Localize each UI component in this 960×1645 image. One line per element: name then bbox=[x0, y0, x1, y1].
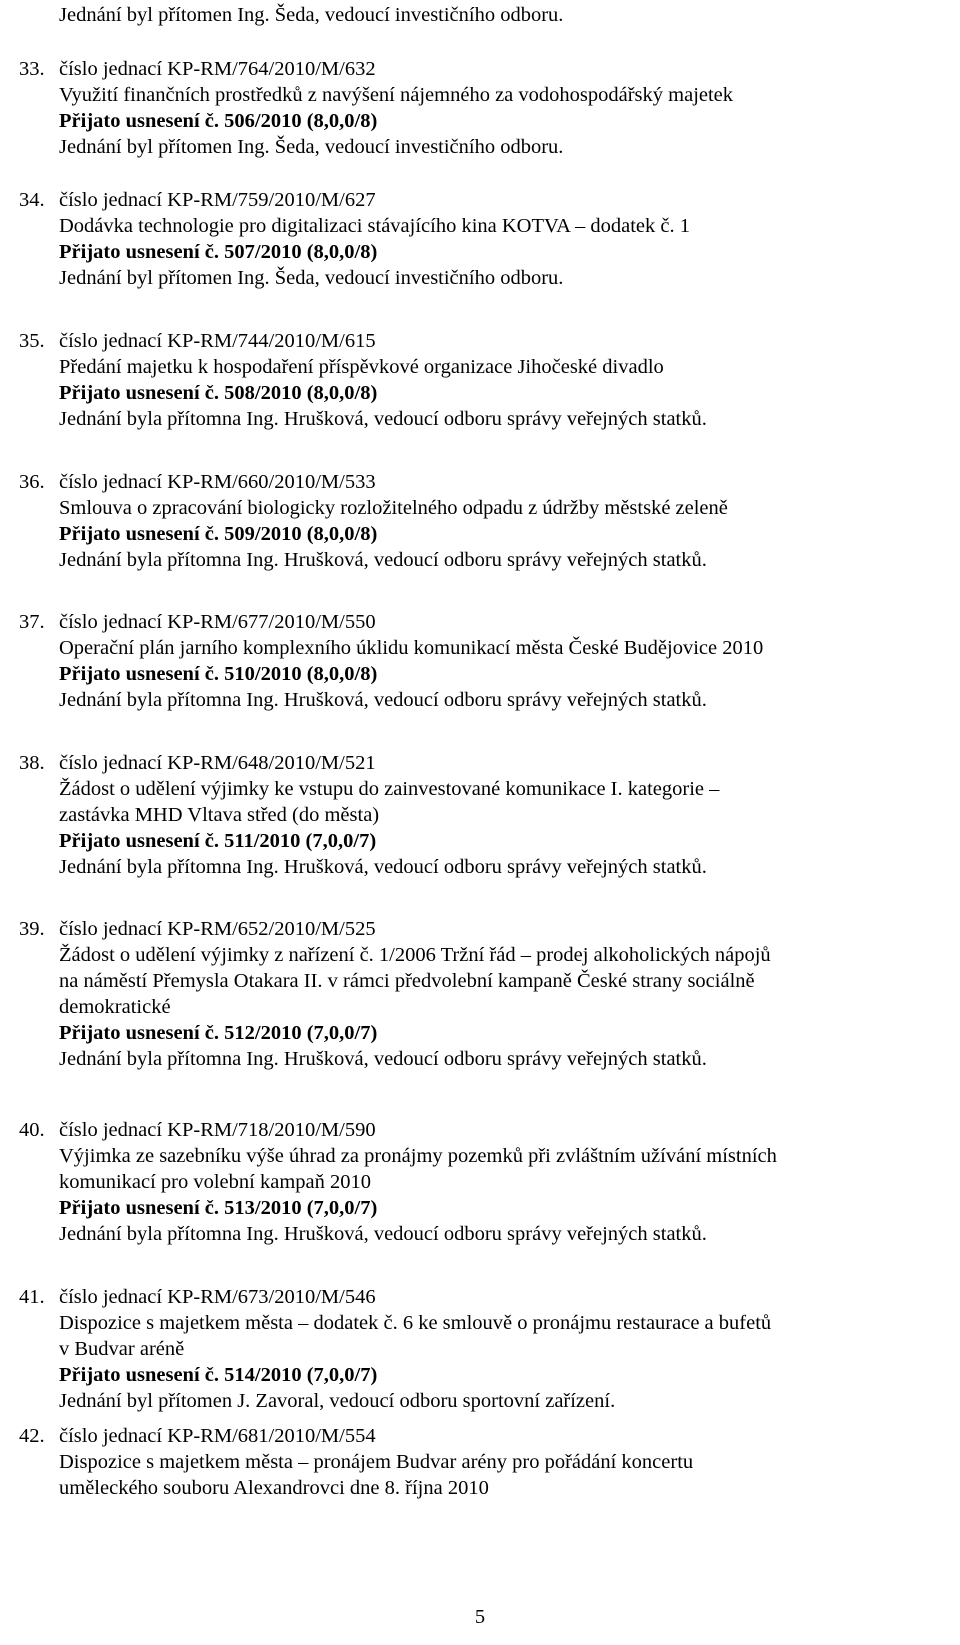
item-number: 41. bbox=[19, 1286, 45, 1308]
item-body bbox=[59, 469, 959, 573]
item-reference: číslo jednací KP-RM/652/2010/M/525 bbox=[59, 918, 376, 940]
item-reference: číslo jednací KP-RM/677/2010/M/550 bbox=[59, 611, 376, 633]
page-number: 5 bbox=[474, 1606, 486, 1628]
item-number: 33. bbox=[19, 58, 45, 80]
item-title-line: v Budvar aréně bbox=[59, 1338, 185, 1360]
item-number: 38. bbox=[19, 752, 45, 774]
item-body bbox=[59, 609, 959, 713]
item-body bbox=[59, 1284, 959, 1414]
item-body bbox=[59, 916, 959, 1072]
item-attendance: Jednání byla přítomna Ing. Hrušková, vedoucí odboru správy veřejných statků. bbox=[59, 1048, 707, 1070]
item-resolution: Přijato usnesení č. 513/2010 (7,0,0/7) bbox=[59, 1197, 378, 1219]
item-title-line: Žádost o udělení výjimky z nařízení č. 1/2006 Tržní řád – prodej alkoholických nápojů bbox=[59, 944, 771, 966]
item-resolution: Přijato usnesení č. 507/2010 (8,0,0/8) bbox=[59, 241, 378, 263]
item-attendance: Jednání byla přítomna Ing. Hrušková, vedoucí odboru správy veřejných statků. bbox=[59, 408, 707, 430]
item-attendance: Jednání byla přítomna Ing. Hrušková, vedoucí odboru správy veřejných statků. bbox=[59, 549, 707, 571]
item-reference: číslo jednací KP-RM/681/2010/M/554 bbox=[59, 1425, 376, 1447]
item-resolution: Přijato usnesení č. 514/2010 (7,0,0/7) bbox=[59, 1364, 378, 1386]
item-body bbox=[59, 1117, 959, 1247]
item-number: 35. bbox=[19, 330, 45, 352]
item-number: 39. bbox=[19, 918, 45, 940]
item-title-line: Předání majetku k hospodaření příspěvkové organizace Jihočeské divadlo bbox=[59, 356, 664, 378]
item-title-line: Smlouva o zpracování biologicky rozložitelného odpadu z údržby městské zeleně bbox=[59, 497, 728, 519]
item-attendance: Jednání byl přítomen Ing. Šeda, vedoucí investičního odboru. bbox=[59, 267, 564, 289]
item-number: 36. bbox=[19, 471, 45, 493]
item-number: 42. bbox=[19, 1425, 45, 1447]
intro-attendance-line: Jednání byl přítomen Ing. Šeda, vedoucí investičního odboru. bbox=[59, 4, 564, 26]
item-attendance: Jednání byla přítomna Ing. Hrušková, vedoucí odboru správy veřejných statků. bbox=[59, 856, 707, 878]
item-reference: číslo jednací KP-RM/648/2010/M/521 bbox=[59, 752, 376, 774]
item-reference: číslo jednací KP-RM/759/2010/M/627 bbox=[59, 189, 376, 211]
item-title-line: Dispozice s majetkem města – pronájem Budvar arény pro pořádání koncertu bbox=[59, 1451, 694, 1473]
item-reference: číslo jednací KP-RM/764/2010/M/632 bbox=[59, 58, 376, 80]
item-reference: číslo jednací KP-RM/673/2010/M/546 bbox=[59, 1286, 376, 1308]
item-attendance: Jednání byl přítomen J. Zavoral, vedoucí odboru sportovní zařízení. bbox=[59, 1390, 616, 1412]
item-body bbox=[59, 1423, 959, 1501]
item-title-line: Žádost o udělení výjimky ke vstupu do zainvestované komunikace I. kategorie – bbox=[59, 778, 720, 800]
item-body bbox=[59, 56, 959, 160]
item-reference: číslo jednací KP-RM/718/2010/M/590 bbox=[59, 1119, 376, 1141]
item-number: 40. bbox=[19, 1119, 45, 1141]
item-title-line: na náměstí Přemysla Otakara II. v rámci předvolební kampaně České strany sociálně bbox=[59, 970, 755, 992]
item-resolution: Přijato usnesení č. 512/2010 (7,0,0/7) bbox=[59, 1022, 378, 1044]
item-title-line: Dispozice s majetkem města – dodatek č. 6 ke smlouvě o pronájmu restaurace a bufetů bbox=[59, 1312, 772, 1334]
item-reference: číslo jednací KP-RM/744/2010/M/615 bbox=[59, 330, 376, 352]
item-attendance: Jednání byla přítomna Ing. Hrušková, vedoucí odboru správy veřejných statků. bbox=[59, 689, 707, 711]
item-reference: číslo jednací KP-RM/660/2010/M/533 bbox=[59, 471, 376, 493]
item-attendance: Jednání byl přítomen Ing. Šeda, vedoucí investičního odboru. bbox=[59, 136, 564, 158]
item-resolution: Přijato usnesení č. 506/2010 (8,0,0/8) bbox=[59, 110, 378, 132]
item-title-line: Využití finančních prostředků z navýšení nájemného za vodohospodářský majetek bbox=[59, 84, 734, 106]
item-title-line: demokratické bbox=[59, 996, 171, 1018]
item-number: 34. bbox=[19, 189, 45, 211]
item-title-line: komunikací pro volební kampaň 2010 bbox=[59, 1171, 371, 1193]
item-title-line: zastávka MHD Vltava střed (do města) bbox=[59, 804, 380, 826]
item-body bbox=[59, 187, 959, 291]
item-title-line: Operační plán jarního komplexního úklidu komunikací města České Budějovice 2010 bbox=[59, 637, 764, 659]
item-resolution: Přijato usnesení č. 508/2010 (8,0,0/8) bbox=[59, 382, 378, 404]
item-attendance: Jednání byla přítomna Ing. Hrušková, vedoucí odboru správy veřejných statků. bbox=[59, 1223, 707, 1245]
item-number: 37. bbox=[19, 611, 45, 633]
item-body bbox=[59, 328, 959, 432]
item-title-line: uměleckého souboru Alexandrovci dne 8. října 2010 bbox=[59, 1477, 489, 1499]
item-title-line: Výjimka ze sazebníku výše úhrad za pronájmy pozemků při zvláštním užívání místních bbox=[59, 1145, 777, 1167]
item-title-line: Dodávka technologie pro digitalizaci stávajícího kina KOTVA – dodatek č. 1 bbox=[59, 215, 690, 237]
item-resolution: Přijato usnesení č. 509/2010 (8,0,0/8) bbox=[59, 523, 378, 545]
item-resolution: Přijato usnesení č. 510/2010 (8,0,0/8) bbox=[59, 663, 378, 685]
item-body bbox=[59, 750, 959, 880]
item-resolution: Přijato usnesení č. 511/2010 (7,0,0/7) bbox=[59, 830, 377, 852]
